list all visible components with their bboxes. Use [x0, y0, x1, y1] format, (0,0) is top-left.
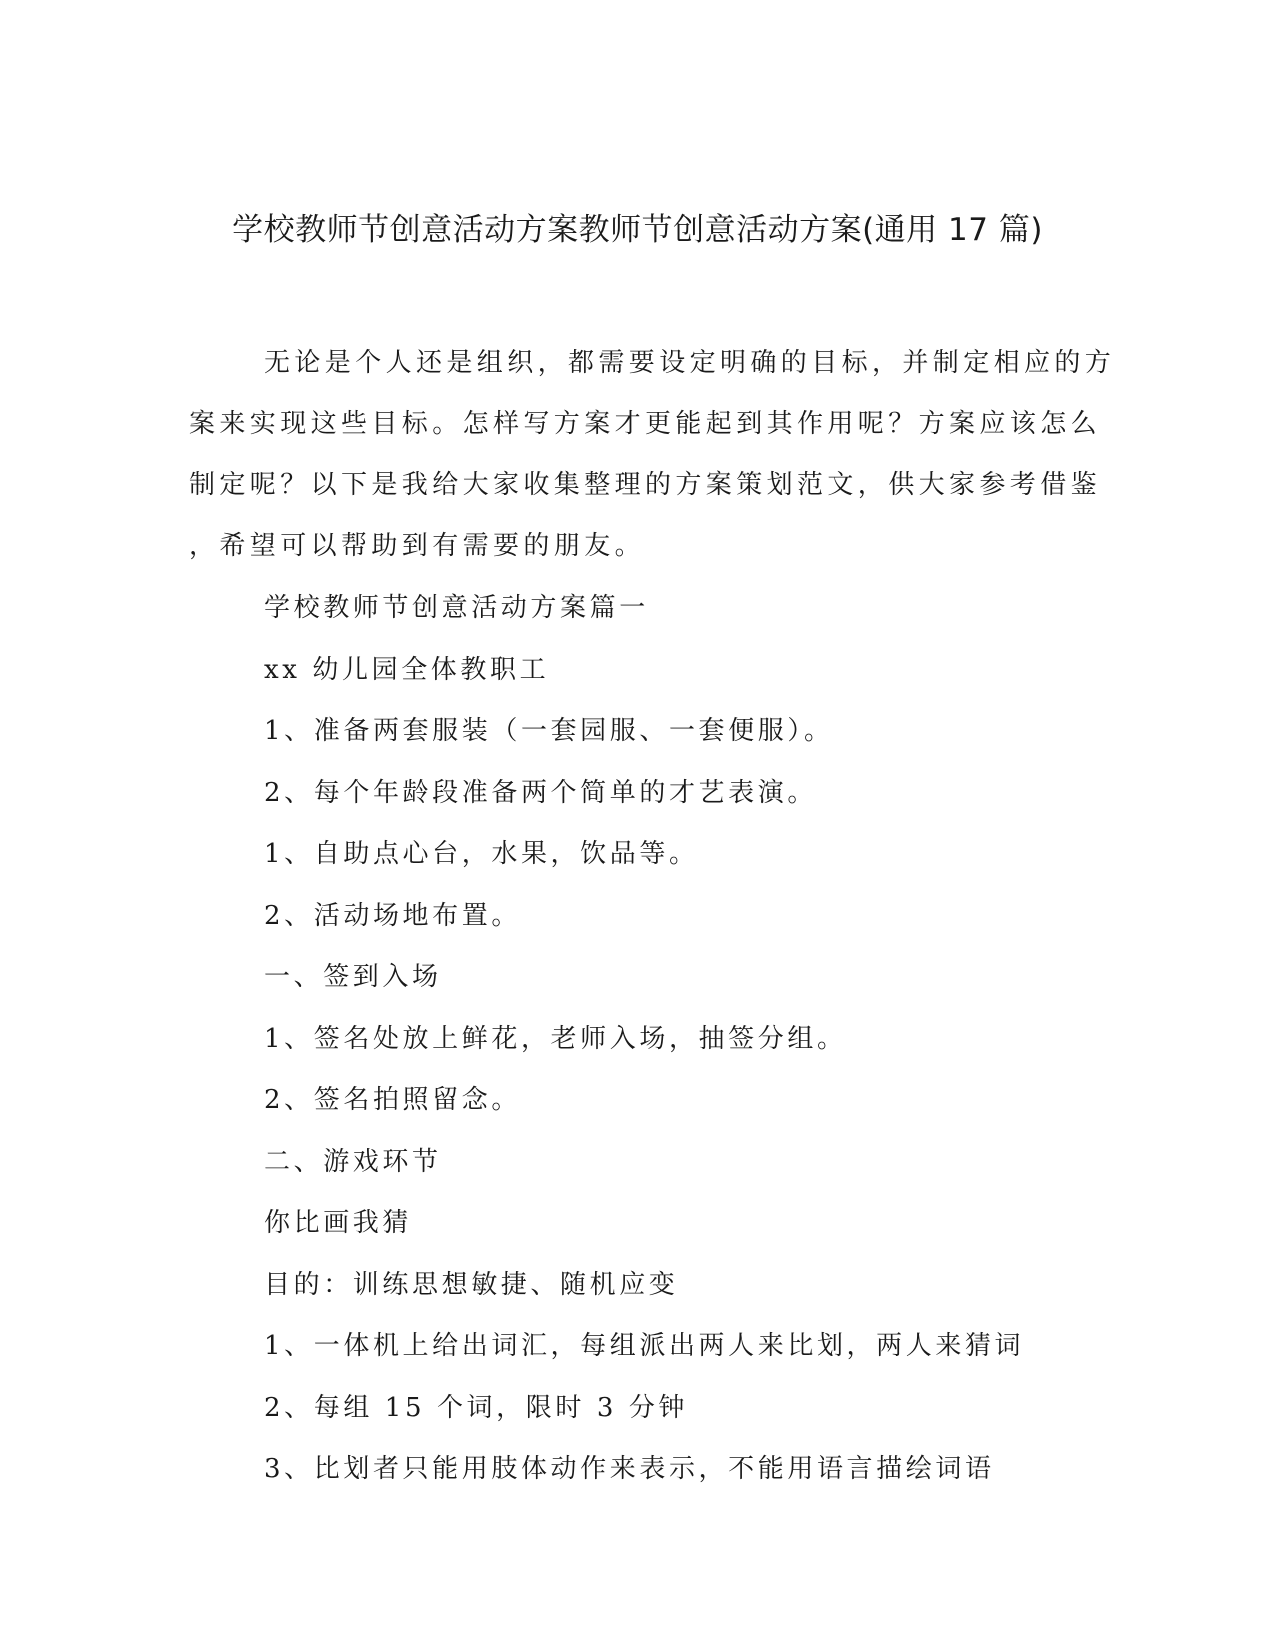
list-item: 1、自助点心台，水果，饮品等。	[264, 839, 699, 869]
game-purpose: 目的：训练思想敏捷、随机应变	[264, 1269, 679, 1300]
list-item: 1、准备两套服装（一套园服、一套便服）。	[264, 716, 834, 746]
intro-line: 案来实现这些目标。怎样写方案才更能起到其作用呢？方案应该怎么	[189, 409, 1102, 439]
game-name: 你比画我猜	[264, 1208, 413, 1238]
section-heading: 学校教师节创意活动方案篇一	[264, 593, 649, 623]
intro-line: ，希望可以帮助到有需要的朋友。	[189, 531, 646, 561]
section-subheading: 一、签到入场	[264, 962, 442, 992]
list-item: 3、比划者只能用肢体动作来表示，不能用语言描绘词语	[264, 1454, 995, 1484]
intro-paragraph	[189, 333, 1116, 577]
participants-line: xx 幼儿园全体教职工	[264, 654, 550, 685]
list-item: 1、一体机上给出词汇，每组派出两人来比划，两人来猜词	[264, 1331, 1025, 1361]
list-item: 1、签名处放上鲜花，老师入场，抽签分组。	[264, 1023, 847, 1054]
list-item: 2、签名拍照留念。	[264, 1085, 521, 1115]
list-item: 2、活动场地布置。	[264, 900, 521, 931]
list-item: 2、每组 15 个词，限时 3 分钟	[264, 1392, 689, 1423]
list-item: 2、每个年龄段准备两个简单的才艺表演。	[264, 777, 817, 808]
plan-content	[264, 588, 1024, 1511]
intro-line: 制定呢？以下是我给大家收集整理的方案策划范文，供大家参考借鉴	[189, 470, 1102, 500]
document-title: 学校教师节创意活动方案教师节创意活动方案(通用 17 篇)	[232, 212, 1043, 248]
section-subheading: 二、游戏环节	[264, 1146, 442, 1177]
intro-line: 无论是个人还是组织，都需要设定明确的目标，并制定相应的方	[264, 348, 1116, 378]
